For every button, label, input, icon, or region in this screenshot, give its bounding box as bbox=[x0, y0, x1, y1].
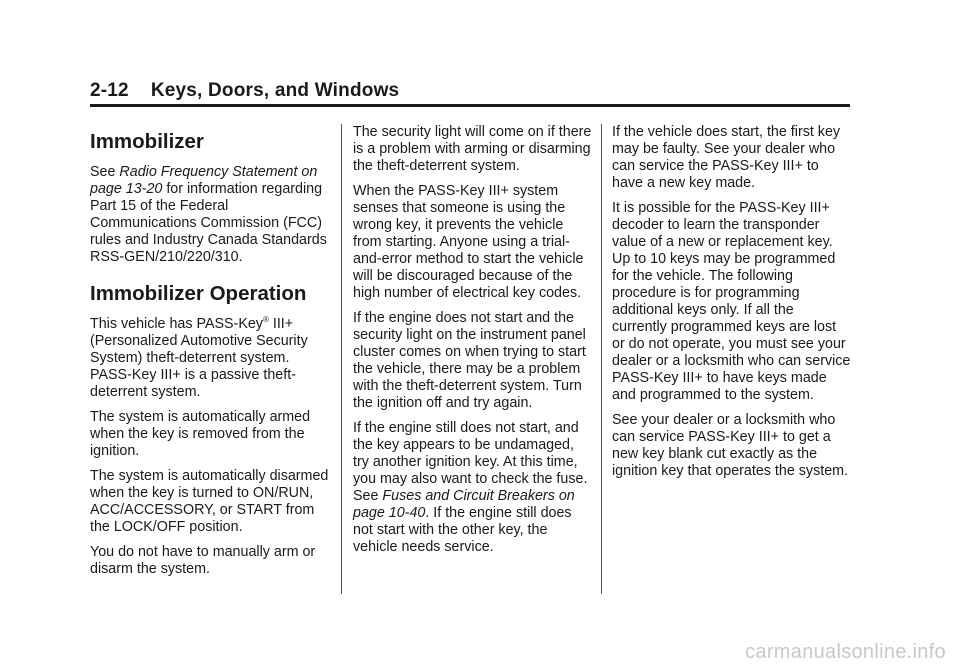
paragraph-programming: It is possible for the PASS-Key III+ decoder to learn the transponder value of a new or replacement key. Up to 10 keys may be programmed for the vehicle. The following procedure is for programming additional keys only. If all the currently programmed keys are lost or do not operate, you must see your dealer or a locksmith who can service PASS-Key III+ to have keys made and programmed to the system. bbox=[612, 200, 851, 403]
heading-immobilizer: Immobilizer bbox=[90, 130, 204, 153]
reference-link-radio-frequency[interactable]: Radio Frequency Statement on page 13-20 bbox=[90, 164, 318, 197]
paragraph-pass-key bbox=[90, 316, 330, 401]
registered-mark: ® bbox=[262, 315, 269, 324]
reference-link-fuses[interactable]: Fuses and Circuit Breakers on page 10-40 bbox=[353, 488, 575, 521]
header-rule bbox=[90, 104, 850, 107]
paragraph-security-light: The security light will come on if there is a problem with arming or disarming the theft-deterrent system. bbox=[353, 124, 592, 174]
chapter-title: Keys, Doors, and Windows bbox=[150, 80, 400, 101]
text-see: See bbox=[90, 164, 120, 180]
column-divider-2 bbox=[601, 124, 602, 594]
text-try-another-key: If the engine still does not start, and the key appears to be undamaged, try another ignition key. At this time, you may also want to check the fuse. See bbox=[353, 420, 588, 504]
paragraph-manual: You do not have to manually arm or disarm the system. bbox=[90, 544, 316, 577]
paragraph-first-key-faulty: If the vehicle does start, the first key may be faulty. See your dealer who can service the PASS-Key III+ to have a new key made. bbox=[612, 124, 841, 191]
page-header bbox=[90, 80, 850, 102]
page-number: 2-12 bbox=[90, 80, 129, 101]
watermark: carmanualsonline.info bbox=[745, 641, 946, 663]
text-pass-key-desc: III+ (Personalized Automotive Security System) theft-deterrent system. PASS-Key III+ is a passive theft-deterrent system. bbox=[90, 316, 308, 400]
column-3 bbox=[612, 124, 852, 488]
column-divider-1 bbox=[341, 124, 342, 594]
heading-immobilizer-operation: Immobilizer Operation bbox=[90, 282, 307, 305]
text-fcc-info: for information regarding Part 15 of the Federal Communications Commission (FCC) rules and Industry Canada Standards RSS-GEN/210/220/310. bbox=[90, 181, 327, 265]
text-needs-service: . If the engine still does not start with the other key, the vehicle needs service. bbox=[353, 505, 572, 555]
text-pass-key: This vehicle has PASS-Key bbox=[90, 316, 263, 332]
paragraph-radio-frequency bbox=[90, 164, 330, 266]
paragraph-armed: The system is automatically armed when the key is removed from the ignition. bbox=[90, 409, 311, 459]
paragraph-locksmith: See your dealer or a locksmith who can service PASS-Key III+ to get a new key blank cut exactly as the ignition key that operates the system. bbox=[612, 412, 849, 479]
column-1 bbox=[90, 124, 330, 586]
paragraph-engine-not-start: If the engine does not start and the security light on the instrument panel cluster comes on when trying to start the vehicle, there may be a problem with the theft-deterrent system. Turn the ignition off and try again. bbox=[353, 310, 586, 411]
paragraph-check-fuse bbox=[353, 420, 593, 556]
paragraph-disarmed: The system is automatically disarmed when the key is turned to ON/RUN, ACC/ACCESSORY, or START from the LOCK/OFF position. bbox=[90, 468, 329, 535]
column-2 bbox=[353, 124, 593, 564]
paragraph-wrong-key: When the PASS-Key III+ system senses that someone is using the wrong key, it prevents the vehicle from starting. Anyone using a trial-and-error method to start the vehicle will be discouraged because of the high number of electrical key codes. bbox=[353, 183, 584, 301]
